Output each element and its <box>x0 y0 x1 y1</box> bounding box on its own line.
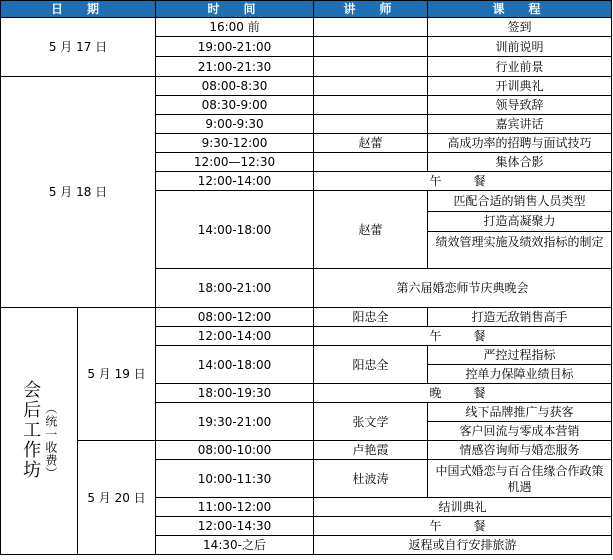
course-cell: 高成功率的招聘与面试技巧 <box>428 134 612 153</box>
time-cell: 12:00-14:00 <box>156 327 314 346</box>
time-cell: 08:30-9:00 <box>156 96 314 115</box>
course-group <box>428 191 612 269</box>
workshop-cell <box>1 308 78 555</box>
course-cell: 严控过程指标 <box>428 346 612 365</box>
time-cell: 10:00-11:30 <box>156 460 314 498</box>
course-cell: 结训典礼 <box>314 498 612 517</box>
time-cell: 18:00-21:00 <box>156 269 314 308</box>
course-item: 绩效管理实施及绩效指标的制定 <box>435 235 604 249</box>
teacher-cell <box>314 77 428 96</box>
course-cell: 签到 <box>428 18 612 37</box>
meal-cell: 午 餐 <box>314 517 612 536</box>
table-row <box>1 441 612 460</box>
teacher-cell: 赵蕾 <box>314 134 428 153</box>
course-cell: 控单力保障业绩目标 <box>428 365 612 384</box>
event-cell: 第六届婚恋师节庆典晚会 <box>314 269 612 308</box>
time-cell: 12:00—12:30 <box>156 153 314 172</box>
header-row <box>1 1 612 18</box>
course-item: 匹配合适的销售人员类型 <box>428 191 611 212</box>
course-cell: 领导致辞 <box>428 96 612 115</box>
date-cell: 5 月 20 日 <box>78 441 156 555</box>
course-cell: 行业前景 <box>428 57 612 77</box>
teacher-cell: 阳忠全 <box>314 308 428 327</box>
course-cell: 情感咨询师与婚恋服务 <box>428 441 612 460</box>
date-cell: 5 月 19 日 <box>78 308 156 441</box>
time-cell: 16:00 前 <box>156 18 314 37</box>
course-cell: 集体合影 <box>428 153 612 172</box>
teacher-cell: 张文学 <box>314 403 428 441</box>
time-cell: 11:00-12:00 <box>156 498 314 517</box>
time-cell: 19:00-21:00 <box>156 37 314 57</box>
teacher-cell <box>314 37 428 57</box>
date-cell: 5 月 18 日 <box>1 77 156 308</box>
teacher-cell: 卢艳霞 <box>314 441 428 460</box>
time-cell: 14:00-18:00 <box>156 191 314 269</box>
workshop-note: （统一收费） <box>43 401 58 480</box>
header-date: 日 期 <box>1 1 156 18</box>
table-row <box>1 308 612 327</box>
time-cell: 12:00-14:30 <box>156 517 314 536</box>
time-cell: 08:00-10:00 <box>156 441 314 460</box>
time-cell: 14:30-之后 <box>156 536 314 555</box>
time-cell: 08:00-8:30 <box>156 77 314 96</box>
course-cell: 中国式婚恋与百合佳缘合作政策机遇 <box>428 460 612 498</box>
teacher-cell <box>314 115 428 134</box>
course-cell: 线下品牌推广与获客 <box>428 403 612 422</box>
course-cell: 客户回流与零成本营销 <box>428 422 612 441</box>
table-row <box>1 18 612 37</box>
meal-cell: 午 餐 <box>314 172 612 191</box>
time-cell: 19:30-21:00 <box>156 403 314 441</box>
table-row <box>1 77 612 96</box>
course-item: 打造高凝聚力 <box>428 212 611 232</box>
teacher-cell <box>314 153 428 172</box>
header-course: 课 程 <box>428 1 612 18</box>
teacher-cell: 杜波涛 <box>314 460 428 498</box>
course-cell: 返程或自行安排旅游 <box>314 536 612 555</box>
header-teacher: 讲 师 <box>314 1 428 18</box>
workshop-title: 会后工作坊 <box>20 379 42 480</box>
time-cell: 9:30-12:00 <box>156 134 314 153</box>
course-cell: 开训典礼 <box>428 77 612 96</box>
course-cell: 打造无敌销售高手 <box>428 308 612 327</box>
header-time: 时 间 <box>156 1 314 18</box>
time-cell: 9:00-9:30 <box>156 115 314 134</box>
time-cell: 21:00-21:30 <box>156 57 314 77</box>
teacher-cell <box>314 18 428 37</box>
meal-cell: 晚 餐 <box>314 384 612 403</box>
teacher-cell <box>314 96 428 115</box>
date-cell: 5 月 17 日 <box>1 18 156 77</box>
teacher-cell <box>314 57 428 77</box>
course-cell: 嘉宾讲话 <box>428 115 612 134</box>
teacher-cell: 赵蕾 <box>314 191 428 269</box>
course-cell: 训前说明 <box>428 37 612 57</box>
meal-cell: 午 餐 <box>314 327 612 346</box>
teacher-cell: 阳忠全 <box>314 346 428 384</box>
time-cell: 18:00-19:30 <box>156 384 314 403</box>
time-cell: 08:00-12:00 <box>156 308 314 327</box>
time-cell: 14:00-18:00 <box>156 346 314 384</box>
time-cell: 12:00-14:00 <box>156 172 314 191</box>
